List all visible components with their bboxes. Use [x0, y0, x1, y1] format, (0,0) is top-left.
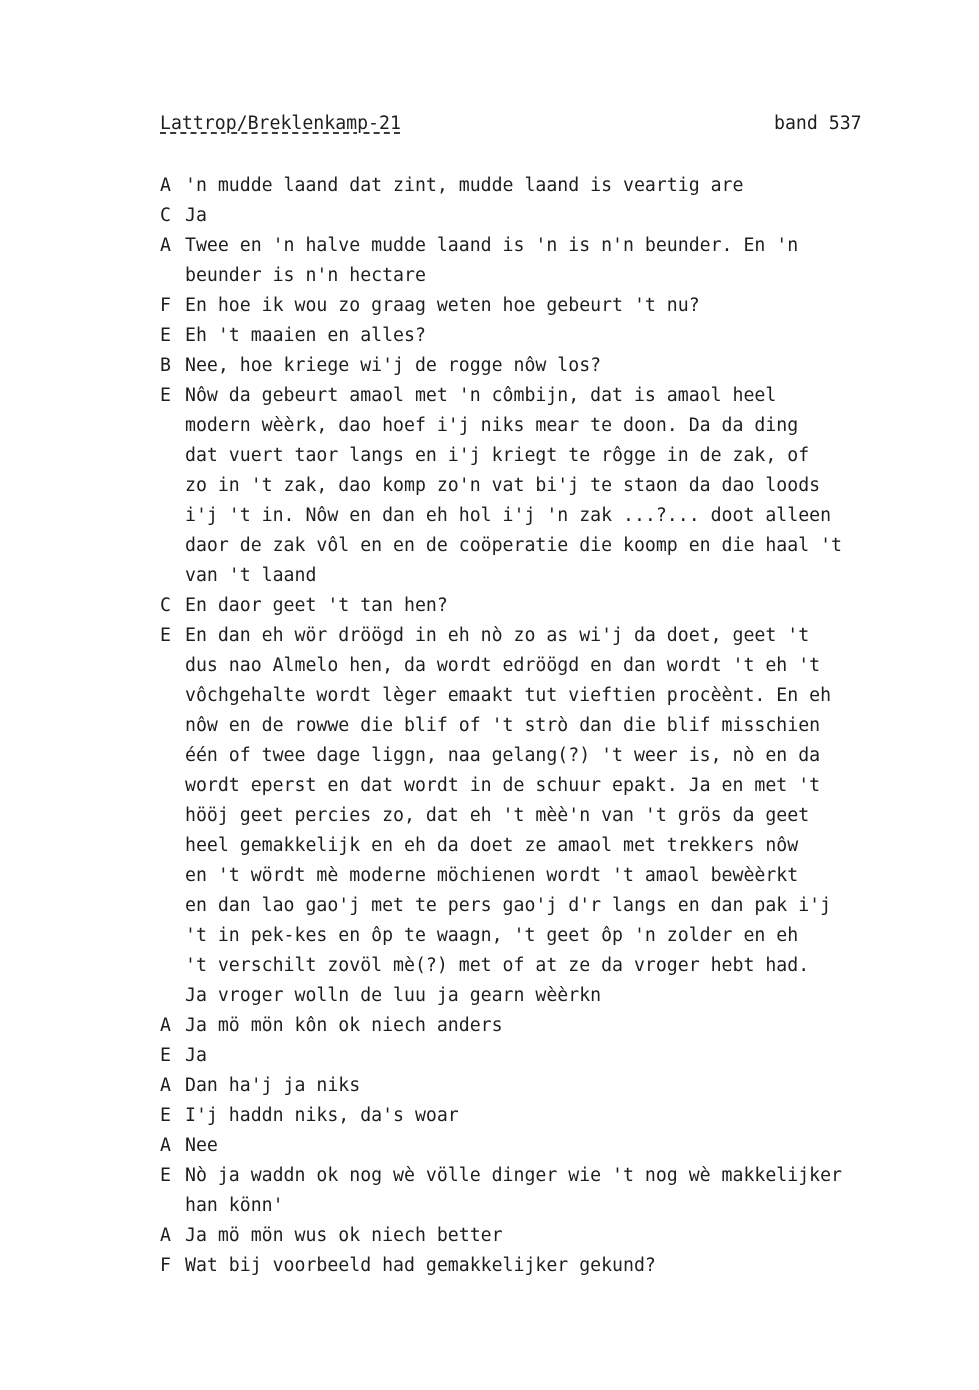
utterance-text: Nôw da gebeurt amaol met 'n cômbijn, dat is amaol heel	[185, 385, 777, 406]
speaker-indent	[160, 771, 185, 801]
speaker-label: E	[160, 1105, 171, 1126]
speaker-indent	[160, 411, 185, 441]
transcript-turn	[160, 1131, 940, 1161]
transcript-line	[160, 861, 940, 891]
speaker-indent	[160, 471, 185, 501]
utterance-text: Wat bij voorbeeld had gemakkelijker gekund?	[185, 1255, 656, 1276]
speaker-indent	[160, 891, 185, 921]
transcript-turn	[160, 1071, 940, 1101]
speaker-indent	[160, 981, 185, 1011]
utterance-text: i'j 't in. Nôw en dan eh hol i'j 'n zak ...?... doot alleen	[185, 505, 832, 526]
transcript-line	[160, 951, 940, 981]
speaker-indent	[160, 921, 185, 951]
speaker-indent	[160, 651, 185, 681]
transcript-line	[160, 891, 940, 921]
utterance-text: I'j haddn niks, da's woar	[185, 1105, 459, 1126]
transcript-line	[160, 681, 940, 711]
transcript-turn	[160, 1011, 940, 1041]
transcript-turn	[160, 381, 940, 591]
transcript-line	[160, 1221, 940, 1251]
utterance-text: Dan ha'j ja niks	[185, 1075, 361, 1096]
transcript-line	[160, 651, 940, 681]
transcript-line	[160, 801, 940, 831]
utterance-text: Nee	[185, 1135, 218, 1156]
speaker-label: A	[160, 1015, 171, 1036]
speaker-label: A	[160, 175, 171, 196]
speaker-label: B	[160, 355, 171, 376]
utterance-text: Eh 't maaien en alles?	[185, 325, 426, 346]
transcript-turn	[160, 1221, 940, 1251]
utterance-text: dus nao Almelo hen, da wordt edröögd en dan wordt 't eh 't	[185, 655, 821, 676]
utterance-text: beunder is n'n hectare	[185, 265, 426, 286]
utterance-text: wordt eperst en dat wordt in de schuur epakt. Ja en met 't	[185, 775, 821, 796]
transcript-turn	[160, 171, 940, 201]
utterance-text: Ja	[185, 1045, 207, 1066]
transcript-line	[160, 471, 940, 501]
speaker-label: E	[160, 385, 171, 406]
utterance-text: en dan lao gao'j met te pers gao'j d'r langs en dan pak i'j	[185, 895, 832, 916]
transcript-line	[160, 1251, 940, 1281]
transcript-line	[160, 921, 940, 951]
transcript-body	[160, 171, 940, 1281]
transcript-line	[160, 711, 940, 741]
utterance-text: En dan eh wör dröögd in eh nò zo as wi'j da doet, geet 't	[185, 625, 810, 646]
transcript-line	[160, 1131, 940, 1161]
speaker-indent	[160, 261, 185, 291]
speaker-label: A	[160, 1135, 171, 1156]
transcript-turn	[160, 201, 940, 231]
utterance-text: zo in 't zak, dao komp zo'n vat bi'j te staon da dao loods	[185, 475, 821, 496]
speaker-label: A	[160, 1075, 171, 1096]
utterance-text: En hoe ik wou zo graag weten hoe gebeurt 't nu?	[185, 295, 700, 316]
utterance-text: Ja	[185, 205, 207, 226]
transcript-line	[160, 981, 940, 1011]
transcript-turn	[160, 591, 940, 621]
transcript-line	[160, 1071, 940, 1101]
transcript-line	[160, 441, 940, 471]
speaker-label: C	[160, 205, 171, 226]
speaker-indent	[160, 1191, 185, 1221]
speaker-indent	[160, 861, 185, 891]
speaker-label: E	[160, 625, 171, 646]
utterance-text: 'n mudde laand dat zint, mudde laand is veartig are	[185, 175, 744, 196]
utterance-text: daor de zak vôl en en de coöperatie die koomp en die haal 't	[185, 535, 842, 556]
transcript-line	[160, 621, 940, 651]
utterance-text: 't verschilt zovöl mè(?) met of at ze da vroger hebt had.	[185, 955, 810, 976]
transcript-turn	[160, 351, 940, 381]
speaker-indent	[160, 441, 185, 471]
speaker-label: E	[160, 325, 171, 346]
transcript-line	[160, 231, 940, 261]
transcript-turn	[160, 1101, 940, 1131]
speaker-indent	[160, 951, 185, 981]
transcript-line	[160, 381, 940, 411]
transcript-line	[160, 201, 940, 231]
speaker-label: A	[160, 235, 171, 256]
utterance-text: dat vuert taor langs en i'j kriegt te rôgge in de zak, of	[185, 445, 810, 466]
utterance-text: nôw en de rowwe die blif of 't strò dan die blif misschien	[185, 715, 821, 736]
transcript-line	[160, 351, 940, 381]
header-location: Lattrop/Breklenkamp-21	[160, 113, 401, 134]
utterance-text: Nee, hoe kriege wi'j de rogge nôw los?	[185, 355, 602, 376]
utterance-text: vôchgehalte wordt lèger emaakt tut vieftien procèènt. En eh	[185, 685, 832, 706]
transcript-line	[160, 1161, 940, 1191]
utterance-text: Nò ja waddn ok nog wè völle dinger wie 't nog wè makkelijker	[185, 1165, 842, 1186]
header-band-number: band 537	[774, 113, 862, 134]
utterance-text: Ja mö mön wus ok niech better	[185, 1225, 503, 1246]
speaker-label: C	[160, 595, 171, 616]
transcript-line	[160, 591, 940, 621]
transcript-turn	[160, 1041, 940, 1071]
speaker-indent	[160, 681, 185, 711]
transcript-line	[160, 1191, 940, 1221]
speaker-label: E	[160, 1165, 171, 1186]
utterance-text: één of twee dage liggn, naa gelang(?) 't weer is, nò en da	[185, 745, 821, 766]
transcript-line	[160, 1101, 940, 1131]
speaker-label: A	[160, 1225, 171, 1246]
utterance-text: Ja vroger wolln de luu ja gearn wèèrkn	[185, 985, 602, 1006]
utterance-text: heel gemakkelijk en eh da doet ze amaol met trekkers nôw	[185, 835, 799, 856]
transcript-turn	[160, 231, 940, 291]
transcript-turn	[160, 291, 940, 321]
speaker-indent	[160, 831, 185, 861]
transcript-line	[160, 411, 940, 441]
utterance-text: hööj geet percies zo, dat eh 't mèè'n van 't grös da geet	[185, 805, 810, 826]
utterance-text: en 't wördt mè moderne möchienen wordt 't amaol bewèèrkt	[185, 865, 799, 886]
speaker-indent	[160, 531, 185, 561]
utterance-text: Ja mö mön kôn ok niech anders	[185, 1015, 503, 1036]
speaker-label: F	[160, 1255, 171, 1276]
speaker-indent	[160, 741, 185, 771]
transcript-line	[160, 1041, 940, 1071]
transcript-line	[160, 171, 940, 201]
transcript-line	[160, 1011, 940, 1041]
transcript-turn	[160, 1251, 940, 1281]
transcript-turn	[160, 621, 940, 1011]
speaker-label: E	[160, 1045, 171, 1066]
utterance-text: Twee en 'n halve mudde laand is 'n is n'n beunder. En 'n	[185, 235, 799, 256]
utterance-text: modern wèèrk, dao hoef i'j niks mear te doon. Da da ding	[185, 415, 799, 436]
speaker-indent	[160, 711, 185, 741]
transcript-line	[160, 741, 940, 771]
speaker-label: F	[160, 295, 171, 316]
transcript-line	[160, 261, 940, 291]
transcript-line	[160, 831, 940, 861]
transcript-line	[160, 321, 940, 351]
speaker-indent	[160, 801, 185, 831]
transcript-turn	[160, 321, 940, 351]
transcript-turn	[160, 1161, 940, 1221]
utterance-text: van 't laand	[185, 565, 317, 586]
speaker-indent	[160, 501, 185, 531]
utterance-text: 't in pek-kes en ôp te waagn, 't geet ôp 'n zolder en eh	[185, 925, 799, 946]
utterance-text: En daor geet 't tan hen?	[185, 595, 448, 616]
transcript-line	[160, 561, 940, 591]
transcript-line	[160, 291, 940, 321]
utterance-text: han könn'	[185, 1195, 284, 1216]
page-header	[160, 113, 919, 139]
speaker-indent	[160, 561, 185, 591]
transcript-line	[160, 771, 940, 801]
transcript-line	[160, 501, 940, 531]
transcript-line	[160, 531, 940, 561]
